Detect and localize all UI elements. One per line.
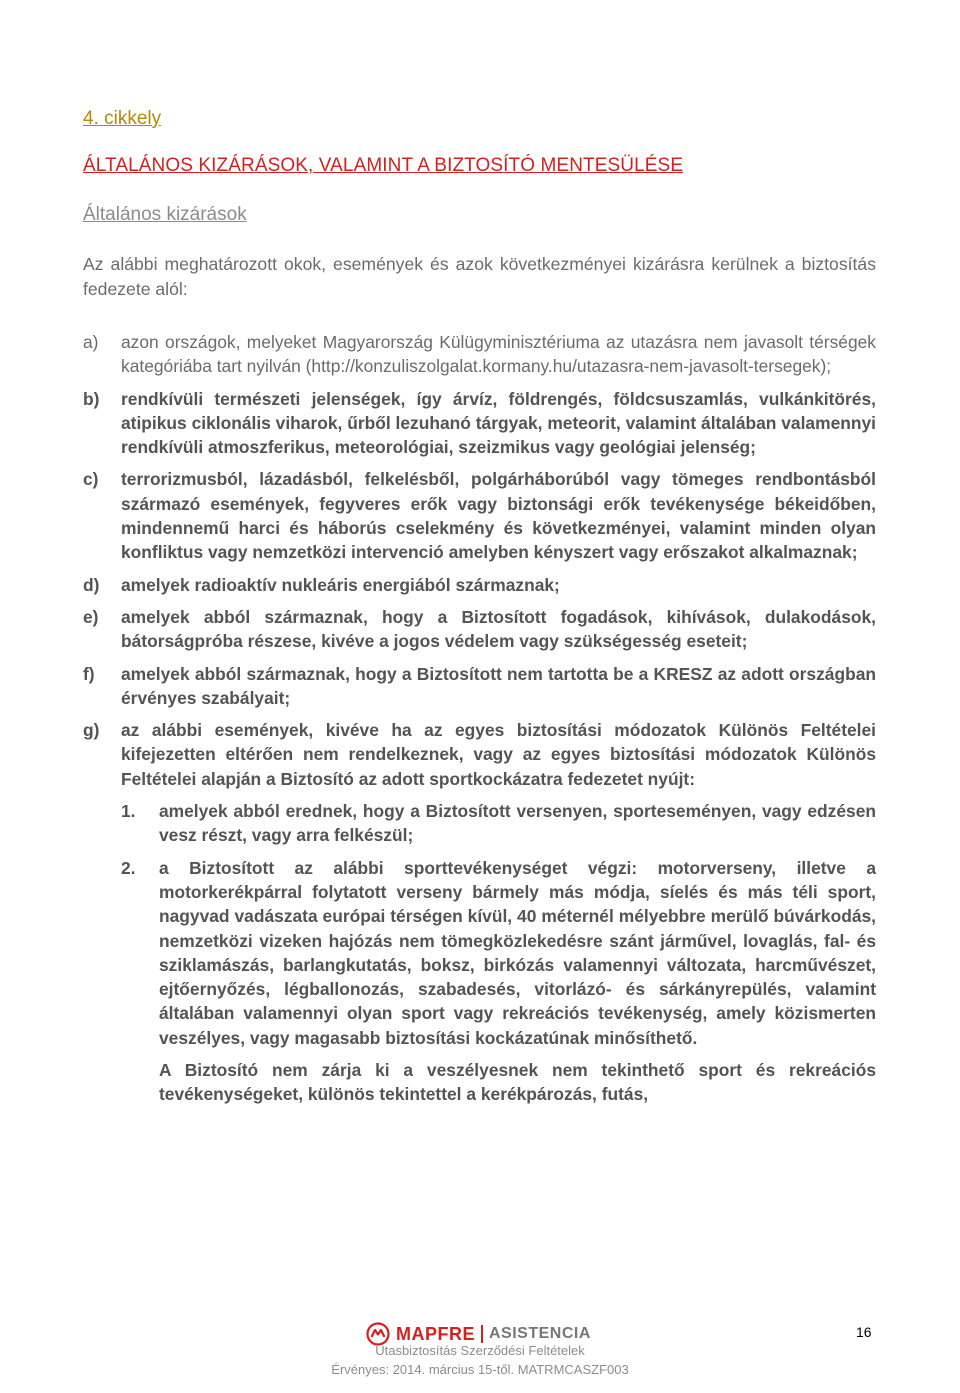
list-text: amelyek radioaktív nukleáris energiából származnak; bbox=[121, 574, 560, 595]
list-marker: d) bbox=[83, 574, 100, 595]
list-item bbox=[83, 605, 876, 654]
list-item bbox=[83, 330, 876, 379]
list-item bbox=[83, 662, 876, 711]
article-title: ÁLTALÁNOS KIZÁRÁSOK, VALAMINT A BIZTOSÍTÓ MENTESÜLÉSE bbox=[83, 155, 684, 176]
list-marker: e) bbox=[83, 606, 99, 627]
list-text-body: az alábbi események, kivéve ha az egyes biztosítási módozatok Különös Feltételei kifejezetten eltérően nem rendelkeznek, vagy az egyes biztosítási módozatok Különös Feltételei alapján a Biztosító az adott sportkockázatra fedezetet nyújt: bbox=[121, 720, 876, 789]
sub-list-text: amelyek abból erednek, hogy a Biztosított versenyen, sporteseményen, vagy edzésen vesz részt, vagy arra felkészül; bbox=[159, 801, 876, 846]
footer-validity: Érvényes: 2014. március 15-től. MATRMCASZF003 bbox=[331, 1362, 629, 1377]
list-item bbox=[83, 573, 876, 597]
article-number: 4. cikkely bbox=[83, 108, 162, 129]
sub-list-marker: 1. bbox=[121, 801, 136, 822]
list-marker: g) bbox=[83, 720, 100, 741]
list-marker: f) bbox=[83, 663, 95, 684]
exclusion-list bbox=[83, 330, 876, 1115]
footer-document-title: Utasbiztosítás Szerződési Feltételek bbox=[375, 1343, 585, 1358]
sub-list-marker: 2. bbox=[121, 857, 136, 878]
list-item bbox=[83, 467, 876, 564]
list-text: amelyek abból származnak, hogy a Biztosított nem tartotta be a KRESZ az adott országban érvényes szabályait; bbox=[121, 663, 876, 708]
brand-suffix: ASISTENCIA bbox=[489, 1325, 591, 1342]
sub-list-text: a Biztosított az alábbi sporttevékenységet végzi: motorverseny, illetve a motorkerékpárral folytatott verseny bármely más módja, síelés és más téli sport, nagyvad vadászata európai térségen kívül, 40 méternél mélyebbre merülő búvárkodás, nemzetközi vizeken hajózás nem tömegközlekedésre szánt járművel, lovaglás, fal- és sziklamászás, barlangkutatás, boksz, birkózás valamennyi változata, harcművészet, ejtőernyőzés, légballonozás, szabadesés, vitorlázó- és sárkányrepülés, valamint általában valamennyi olyan sport vagy rekreációs tevékenység, amely közismerten veszélyes, vagy magasabb biztosítási kockázatúnak minősíthető. bbox=[159, 857, 876, 1048]
list-text: amelyek abból származnak, hogy a Biztosított fogadások, kihívások, dulakodások, bátorságpróba részese, kivéve a jogos védelem vagy szükségesség eseteit; bbox=[121, 606, 876, 652]
list-text bbox=[121, 718, 876, 1106]
sub-list-item bbox=[121, 856, 876, 1050]
list-marker: b) bbox=[83, 388, 100, 409]
brand-divider bbox=[481, 1325, 483, 1343]
brand-name: MAPFRE bbox=[396, 1323, 475, 1344]
list-text: azon országok, melyeket Magyarország Külügyminisztériuma az utazásra nem javasolt térségek kategóriába tart nyilván (http://konzuliszolgalat.kormany.hu/utazasra-nem-javasolt-tersegek); bbox=[121, 332, 876, 377]
list-text: terrorizmusból, lázadásból, felkelésből, polgárháborúból vagy tömeges rendbontásból származó események, fegyveres erők vagy biztonsági erők tevékenysége békeidőben, mindennemű harci és háborús cselekmény és következményei, valamint minden olyan konfliktus vagy nemzetközi intervenció amelyben kényszert vagy erőszakot alkalmaznak; bbox=[121, 469, 876, 563]
list-item bbox=[83, 718, 876, 1106]
list-marker: a) bbox=[83, 332, 99, 352]
list-text: rendkívüli természeti jelenségek, így árvíz, földrengés, földcsuszamlás, vulkánkitörés, atipikus ciklonális viharok, űrből lezuhanó tárgyak, meteorit, valamint általában valamennyi rendkívüli atmoszferikus, meteorológiai, szeizmikus vagy geológiai jelenség; bbox=[121, 388, 876, 458]
intro-paragraph: Az alábbi meghatározott okok, események és azok következményei kizárásra kerülnek a biztosítás fedezete alól: bbox=[83, 254, 876, 299]
list-item bbox=[83, 387, 876, 460]
page-number: 16 bbox=[856, 1324, 872, 1340]
list-marker: c) bbox=[83, 469, 99, 490]
section-subtitle: Általános kizárások bbox=[83, 204, 247, 225]
sub-list-item bbox=[121, 799, 876, 848]
closing-paragraph: A Biztosító nem zárja ki a veszélyesnek nem tekinthető sport és rekreációs tevékenységeket, különös tekintettel a kerékpározás, futás, bbox=[159, 1060, 876, 1105]
